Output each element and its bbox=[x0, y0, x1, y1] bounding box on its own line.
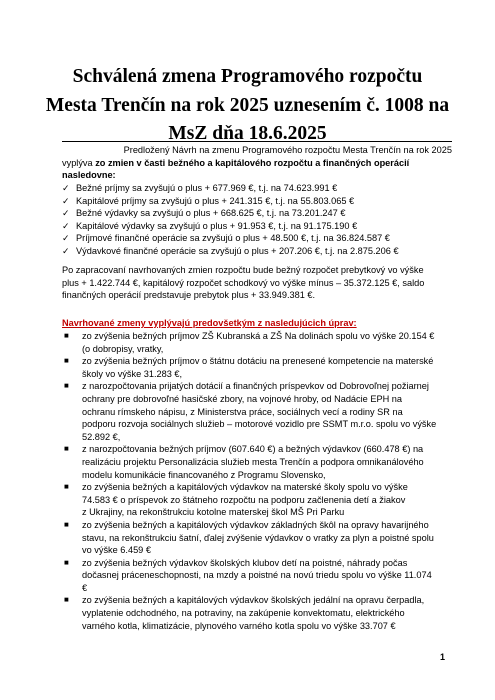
list-item-line: dočasnej práceneschopnosti, na mzdy a poistné na novú triedu spolu vo výške 11.074 bbox=[82, 570, 432, 581]
change-total: 55.803.065 € bbox=[300, 195, 355, 206]
change-text: Výdavkové finančné operácie sa zvyšujú o plus + 207.206 €, t.j. na bbox=[76, 245, 351, 256]
intro-emphasis: zo zmien v časti bežného a kapitálového rozpočtu a finančných operácií bbox=[95, 157, 410, 168]
checkmark-icon: ✓ bbox=[62, 208, 70, 219]
intro-line bbox=[62, 169, 452, 182]
change-item bbox=[62, 182, 452, 195]
change-total: 74.623.991 € bbox=[283, 183, 338, 193]
change-text: Príjmové finančné operácie sa zvyšujú o plus + 48.500 €, t.j. na bbox=[76, 233, 337, 244]
change-total: 36.824.587 € bbox=[336, 233, 390, 244]
list-item-line: zo zvýšenia bežných príjmov o štátnu dotáciu na prenesené kompetencie na materské bbox=[82, 356, 434, 367]
change-total: 73.201.247 € bbox=[291, 208, 346, 219]
bullet-icon: ■ bbox=[64, 381, 69, 391]
summary-line: plus + 1.422.744 €, kapitálový rozpočet schodkový vo výške mínus – 35.372.125 €, saldo bbox=[62, 277, 425, 288]
change-item bbox=[62, 245, 452, 258]
list-item bbox=[62, 519, 452, 557]
bullet-icon: ■ bbox=[64, 519, 69, 529]
change-text: Bežné príjmy sa zvyšujú o plus + 677.969 €, t.j. na bbox=[76, 183, 284, 193]
title-line: MsZ dňa 18.6.2025 bbox=[168, 123, 327, 144]
list-item-line: ochranu rímskeho nápisu, z Ministerstva práce, sociálnych vecí a rodiny SR na bbox=[82, 406, 403, 417]
document-title bbox=[40, 63, 455, 149]
bullet-icon: ■ bbox=[64, 557, 69, 567]
bullet-icon: ■ bbox=[64, 595, 69, 605]
checkmark-icon: ✓ bbox=[62, 183, 70, 193]
list-item-line: vo výške 6.459 € bbox=[82, 545, 151, 556]
title-divider bbox=[62, 141, 452, 142]
list-item bbox=[62, 380, 452, 443]
intro-emphasis: nasledovne: bbox=[62, 170, 116, 181]
change-item bbox=[62, 207, 452, 220]
summary-paragraph bbox=[62, 264, 452, 302]
list-item-line: z narozpočtovania bežných príjmov (607.640 €) a bežných výdavkov (660.478 €) na bbox=[82, 444, 424, 455]
checkmark-icon: ✓ bbox=[62, 220, 70, 231]
checkmark-icon: ✓ bbox=[62, 245, 70, 256]
title-line: Mesta Trenčín na rok 2025 uznesením č. 1008 na bbox=[45, 94, 450, 116]
bullet-icon: ■ bbox=[64, 482, 69, 492]
list-item bbox=[62, 481, 452, 519]
list-item-line: modelu komunikácie financovaného z Programu Slovensko, bbox=[82, 469, 326, 480]
summary-line: finančných operácií predstavuje prebytok plus + 33.949.381 €. bbox=[62, 290, 316, 301]
intro-text: Predložený Návrh na zmenu Programového rozpočtu Mesta Trenčín na rok 2025 bbox=[123, 145, 452, 155]
list-item-line: z narozpočtovania prijatých dotácií a finančných príspevkov od Dobrovoľnej požiarnej bbox=[82, 381, 429, 392]
intro-line bbox=[62, 144, 452, 157]
change-total: 2.875.206 € bbox=[350, 245, 399, 256]
change-item bbox=[62, 232, 452, 245]
checkmark-icon: ✓ bbox=[62, 233, 70, 244]
list-item-line: zo zvýšenia bežných príjmov ZŠ Kubranská a ZŠ Na dolinách spolu vo výške 20.154 € bbox=[82, 331, 435, 341]
section-heading: Navrhované zmeny vyplývajú predovšetkým z nasledujúcich úprav: bbox=[62, 318, 357, 328]
change-item bbox=[62, 220, 452, 233]
bullet-icon: ■ bbox=[64, 356, 69, 366]
checkmark-icon: ✓ bbox=[62, 195, 70, 206]
change-item bbox=[62, 195, 452, 208]
list-item-line: ochrany pre dobrovoľné hasičské zbory, na vojnové hroby, od Nadácie EPH na bbox=[82, 393, 402, 404]
change-list bbox=[62, 182, 452, 258]
list-item-line: podporu rozvoja sociálnych služieb – motorové vozidlo pre SSMT m.r.o. spolu vo výške bbox=[82, 419, 437, 430]
page-number: 1 bbox=[440, 652, 446, 662]
list-item-line: zo zvýšenia bežných výdavkov školských klubov detí na poistné, náhrady počas bbox=[82, 557, 408, 568]
list-item-line: zo zvýšenia bežných a kapitálových výdavkov na materské školy spolu vo výške bbox=[82, 482, 408, 493]
intro-text: vyplýva bbox=[62, 157, 96, 168]
list-item-line: z Ukrajiny, na rekonštrukciu kotolne materskej škol MŠ Pri Parku bbox=[82, 507, 345, 518]
list-item-line: 74.583 € o príspevok zo štátneho rozpočtu na podporu začlenenia detí a žiakov bbox=[82, 494, 406, 505]
change-text: Kapitálové príjmy sa zvyšujú o plus + 241.315 €, t.j. na bbox=[76, 195, 301, 206]
list-item-line: varného kotla, klimatizácie, plynového varného kotla spolu vo výške 33.707 € bbox=[82, 620, 396, 631]
list-item-line: stavu, na rekonštrukciu šatní, ďalej zvýšenie výdavkov o vratky za plyn a poistné spolu bbox=[82, 532, 434, 543]
change-text: Bežné výdavky sa zvyšujú o plus + 668.625 €, t.j. na bbox=[76, 208, 292, 219]
summary-line: Po zapracovaní navrhovaných zmien rozpočtu bude bežný rozpočet prebytkový vo výške bbox=[62, 265, 424, 275]
list-item-line: realizáciu projektu Personalizácia služieb mesta Trenčín a podpora omnikanálového bbox=[82, 456, 424, 467]
title-line: Schválená zmena Programového rozpočtu bbox=[72, 66, 423, 87]
list-item-line: (o dobropisy, vratky, bbox=[82, 343, 164, 354]
list-item-line: 52.892 €, bbox=[82, 431, 121, 442]
list-item-line: školy vo výške 31.283 €, bbox=[82, 368, 183, 379]
list-item-line: vyplatenie odchodného, na potraviny, na zakúpenie konvektomatu, elektrického bbox=[82, 608, 405, 619]
change-text: Kapitálové výdavky sa zvyšujú o plus + 91.953 €, t.j. na bbox=[76, 220, 304, 231]
bullet-icon: ■ bbox=[64, 331, 69, 340]
list-item bbox=[62, 557, 452, 595]
list-item bbox=[62, 443, 452, 481]
intro-line bbox=[62, 157, 452, 170]
list-item-line: zo zvýšenia bežných a kapitálových výdavkov školských jedální na opravu čerpadla, bbox=[82, 595, 425, 606]
list-item-line: zo zvýšenia bežných a kapitálových výdavkov základných škôl na opravy havarijného bbox=[82, 519, 429, 530]
bullet-icon: ■ bbox=[64, 444, 69, 454]
list-item bbox=[62, 330, 452, 355]
change-total: 91.175.190 € bbox=[303, 220, 358, 231]
list-item-line: € bbox=[82, 582, 88, 593]
intro-paragraph bbox=[62, 144, 452, 182]
list-item bbox=[62, 355, 452, 380]
adjustment-list bbox=[62, 330, 452, 632]
list-item bbox=[62, 594, 452, 632]
